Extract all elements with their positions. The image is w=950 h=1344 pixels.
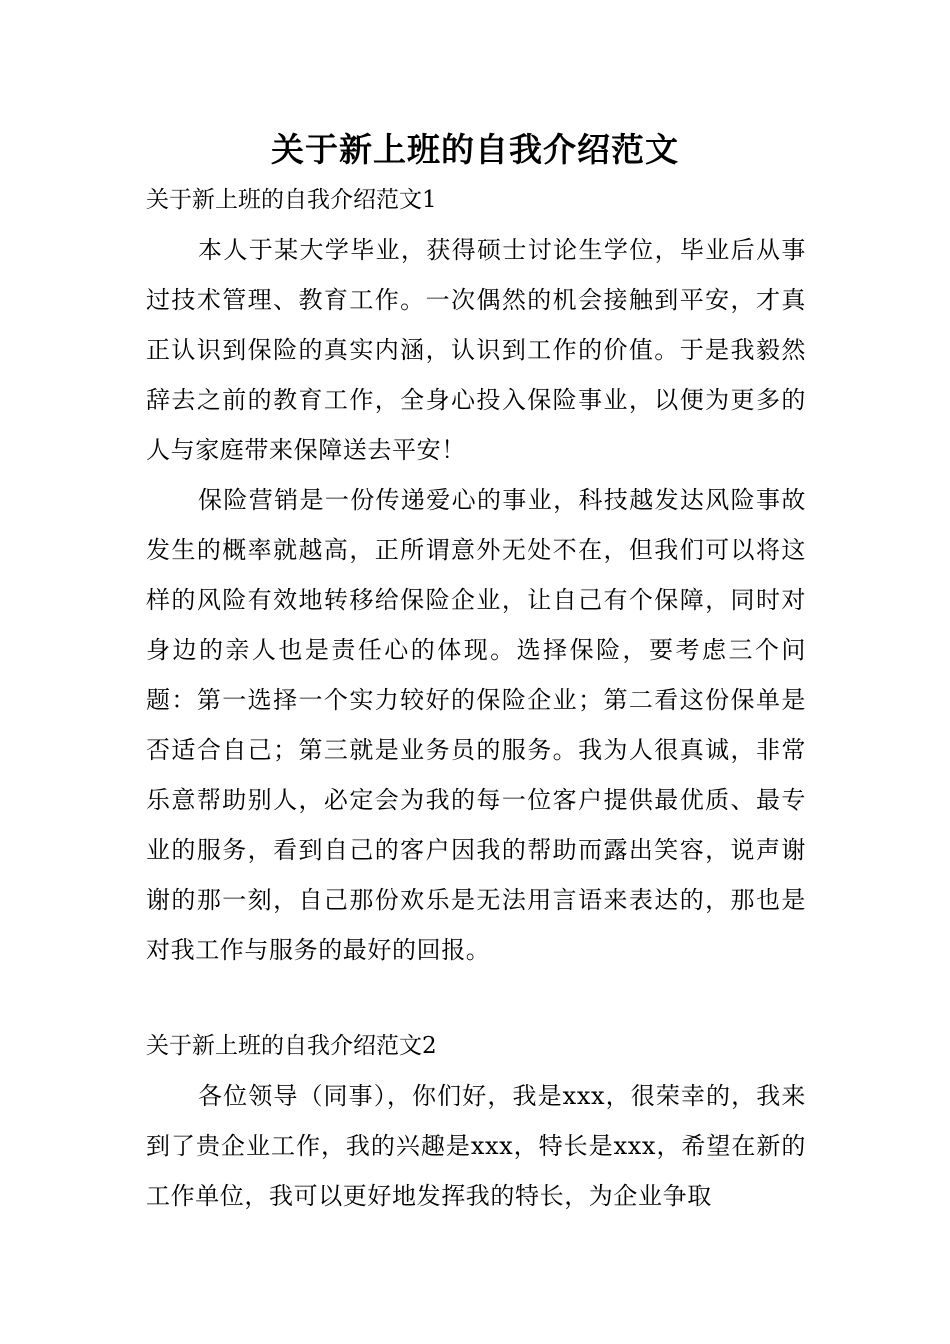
section-heading-1: 关于新上班的自我介绍范文1 bbox=[146, 187, 437, 213]
document-title: 关于新上班的自我介绍范文 bbox=[271, 130, 679, 169]
paragraph: 各位领导（同事），你们好，我是xxx，很荣幸的，我来到了贵企业工作，我的兴趣是xxx，特长是xxx，希望在新的工作单位，我可以更好地发挥我的特长，为企业争取 bbox=[146, 1082, 806, 1210]
paragraph: 保险营销是一份传递爱心的事业，科技越发达风险事故发生的概率就越高，正所谓意外无处不在，但我们可以将这样的风险有效地转移给保险企业，让自己有个保障，同时对身边的亲人也是责任心的体现。选择保险，要考虑三个问题：第一选择一个实力较好的保险企业；第二看这份保单是否适合自己；第三就是业务员的服务。我为人很真诚，非常乐意帮助别人，必定会为我的每一位客户提供最优质、最专业的服务，看到自己的客户因我的帮助而露出笑容，说声谢谢的那一刻，自己那份欢乐是无法用言语来表达的，那也是对我工作与服务的最好的回报。 bbox=[146, 486, 806, 964]
section-heading-2: 关于新上班的自我介绍范文2 bbox=[146, 1033, 437, 1059]
paragraph: 本人于某大学毕业，获得硕士讨论生学位，毕业后从事过技术管理、教育工作。一次偶然的机会接触到平安，才真正认识到保险的真实内涵，认识到工作的价值。于是我毅然辞去之前的教育工作，全身心投入保险事业，以便为更多的人与家庭带来保障送去平安！ bbox=[146, 236, 806, 464]
